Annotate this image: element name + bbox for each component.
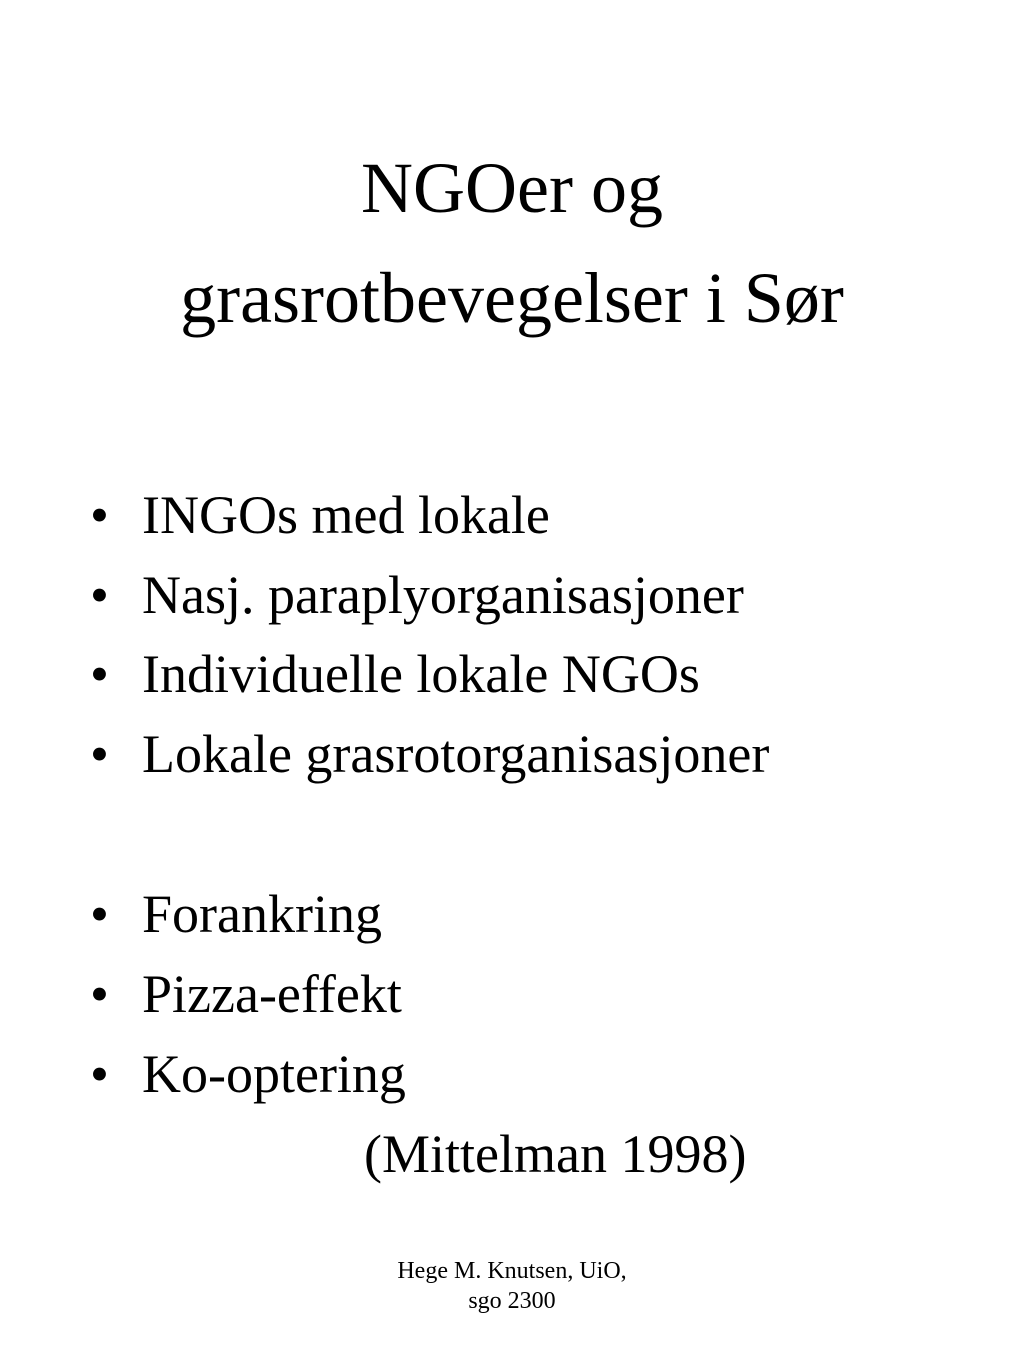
citation: (Mittelman 1998)	[364, 1124, 747, 1184]
slide-footer	[0, 1256, 1024, 1316]
bullet-text: INGOs med lokale	[142, 485, 550, 545]
bullet-text: Nasj. paraplyorganisasjoner	[142, 565, 744, 625]
footer-author: Hege M. Knutsen, UiO,	[397, 1258, 627, 1284]
slide-title-line-2: grasrotbevegelser i Sør	[180, 258, 844, 338]
bullet-text: Lokale grasrotorganisasjoner	[142, 724, 770, 784]
bullet-text: Ko-optering	[142, 1044, 406, 1104]
bullet-icon: •	[90, 964, 109, 1024]
bullet-text: Pizza-effekt	[142, 964, 402, 1024]
bullet-icon: •	[90, 644, 109, 704]
bullet-icon: •	[90, 884, 109, 944]
bullet-icon: •	[90, 565, 109, 625]
slide-title-line-1: NGOer og	[361, 148, 663, 228]
bullet-text: Forankring	[142, 884, 382, 944]
bullet-icon: •	[90, 724, 109, 784]
bullet-icon: •	[90, 485, 109, 545]
footer-course: sgo 2300	[468, 1288, 556, 1314]
bullet-text: Individuelle lokale NGOs	[142, 644, 700, 704]
bullet-icon: •	[90, 1044, 109, 1104]
